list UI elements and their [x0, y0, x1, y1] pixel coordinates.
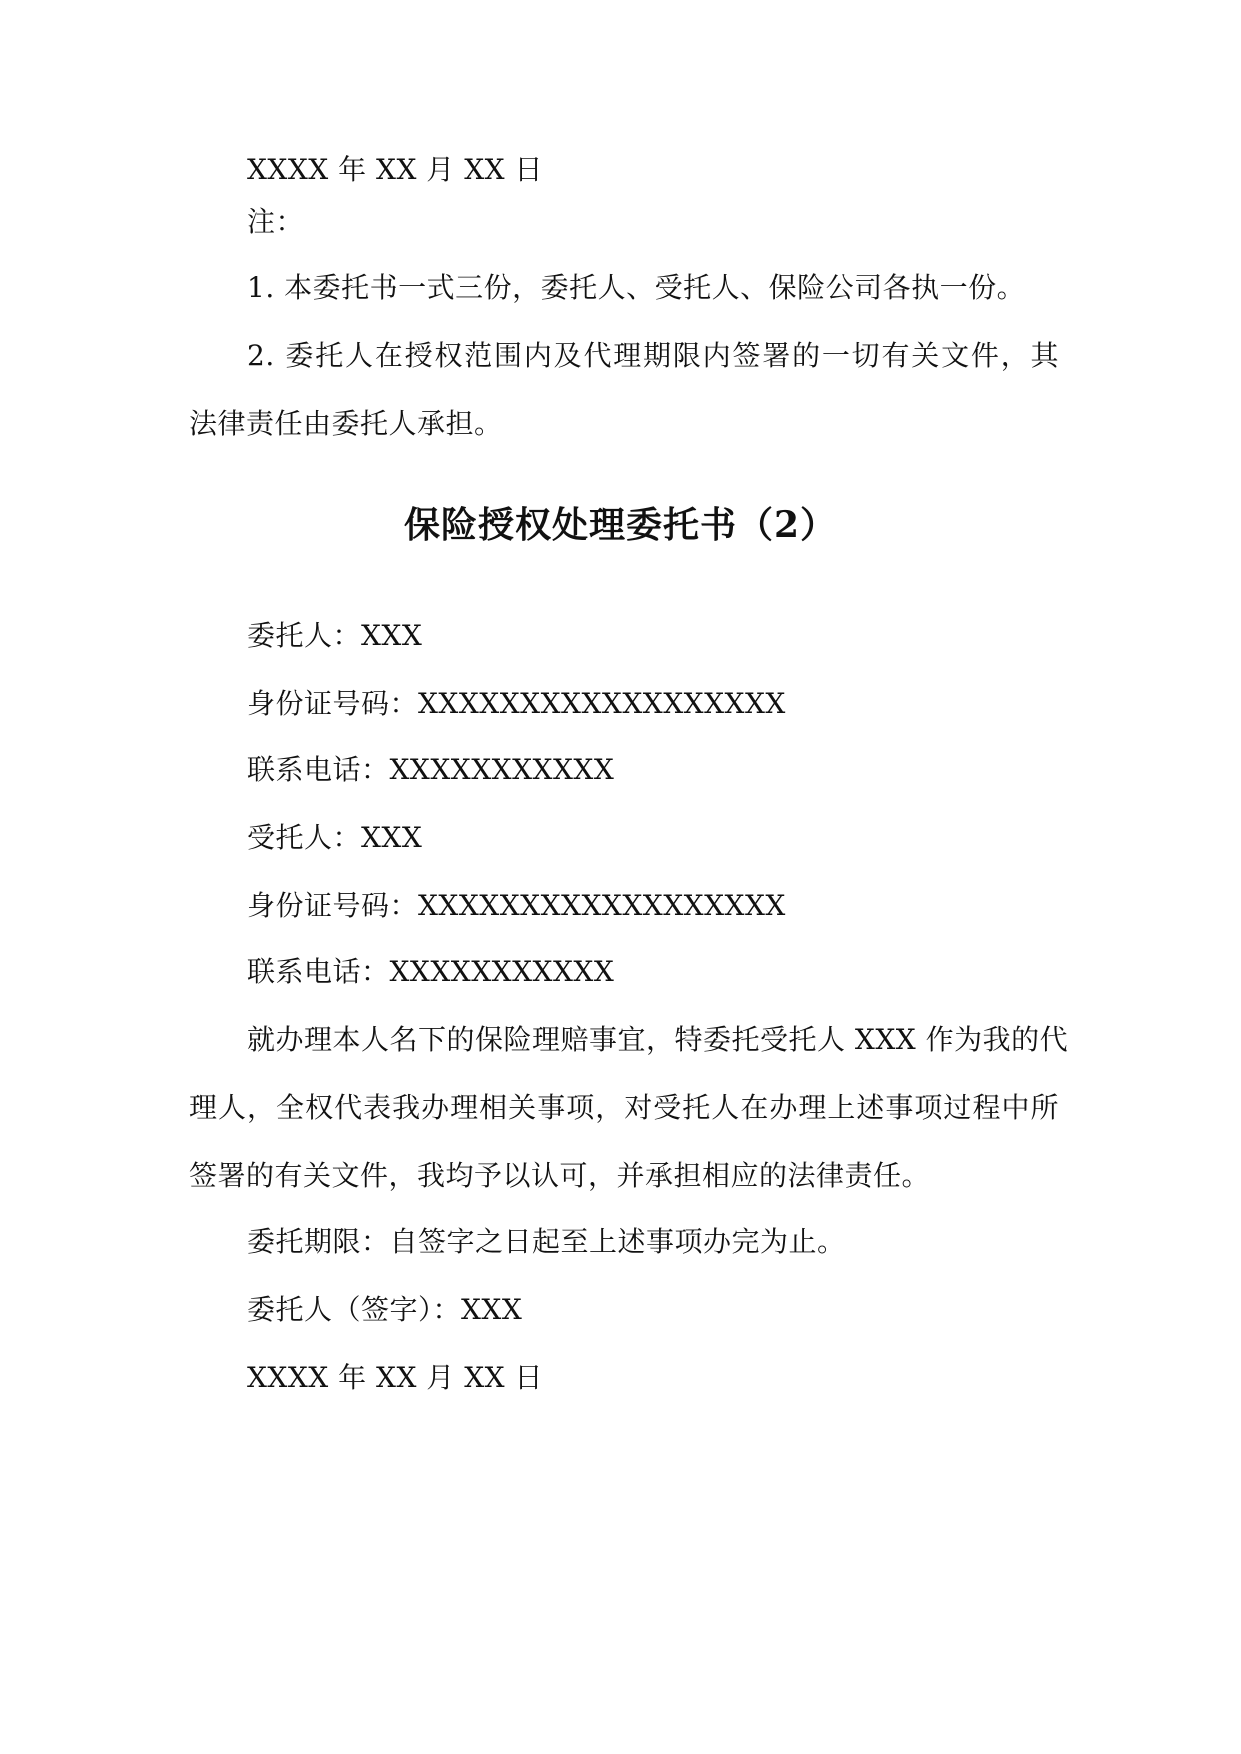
body-paragraph-line-3: 签署的有关文件，我均予以认可，并承担相应的法律责任。 — [189, 1159, 931, 1192]
note-item-2-line-2: 法律责任由委托人承担。 — [189, 407, 503, 440]
principal-name: 委托人：XXX — [247, 619, 423, 652]
body-paragraph-line-2: 理人，全权代表我办理相关事项，对受托人在办理上述事项过程中所 — [189, 1091, 1059, 1124]
principal-phone: 联系电话：XXXXXXXXXXX — [247, 753, 615, 786]
date-line: XXXX 年 XX 月 XX 日 — [247, 153, 543, 186]
document-title: 保险授权处理委托书（2） — [403, 504, 838, 546]
signature-line: 委托人（签字）：XXX — [247, 1293, 523, 1326]
agent-phone: 联系电话：XXXXXXXXXXX — [247, 955, 615, 988]
agent-name: 受托人：XXX — [247, 821, 423, 854]
note-label: 注： — [247, 205, 305, 238]
body-paragraph-line-1: 就办理本人名下的保险理赔事宜，特委托受托人 XXX 作为我的代 — [247, 1023, 1069, 1056]
agent-id-number: 身份证号码：XXXXXXXXXXXXXXXXXX — [247, 889, 786, 922]
authorization-term: 委托期限：自签字之日起至上述事项办完为止。 — [247, 1225, 846, 1258]
note-item-1: 1. 本委托书一式三份，委托人、受托人、保险公司各执一份。 — [247, 271, 1026, 304]
signature-date: XXXX 年 XX 月 XX 日 — [247, 1361, 543, 1394]
note-item-2-line-1: 2. 委托人在授权范围内及代理期限内签署的一切有关文件，其 — [247, 339, 1059, 372]
principal-id-number: 身份证号码：XXXXXXXXXXXXXXXXXX — [247, 687, 786, 720]
